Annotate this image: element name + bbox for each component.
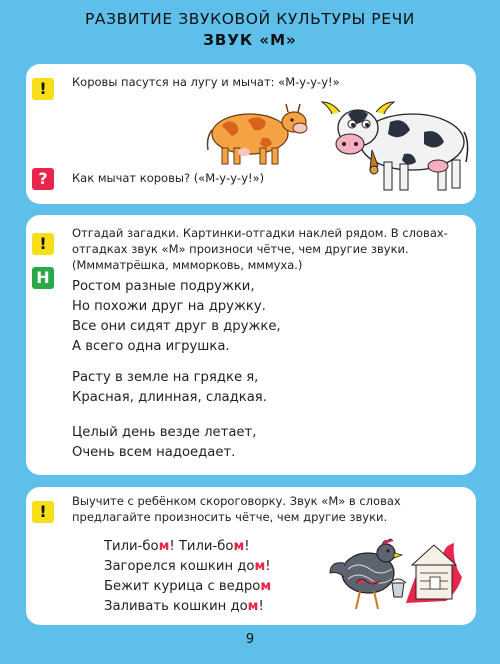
tongue-twister-card xyxy=(26,487,476,625)
riddle-line: Ростом разные подружки, xyxy=(72,279,255,294)
riddle-2 xyxy=(72,368,267,408)
exclamation-badge-icon: ! xyxy=(32,233,54,255)
riddle-line: Красная, длинная, сладкая. xyxy=(72,390,267,405)
riddle-line: А всего одна игрушка. xyxy=(72,339,230,354)
twister-text: Загорелся кошкин до xyxy=(104,559,255,574)
twister-text: ! xyxy=(244,539,250,554)
twister-text: ! xyxy=(265,559,271,574)
highlight-m: м xyxy=(254,559,266,574)
highlight-m: м xyxy=(233,539,245,554)
cow-spotted-icon xyxy=(320,92,470,200)
riddle-1 xyxy=(72,277,281,357)
riddle-3 xyxy=(72,423,256,463)
page-number: 9 xyxy=(245,632,255,647)
page-title: РАЗВИТИЕ ЗВУКОВОЙ КУЛЬТУРЫ РЕЧИ xyxy=(84,10,416,28)
riddles-instruction: Отгадай загадки. Картинки-отгадки наклей рядом. В словах-отгадках звук «М» произноси чётче, чем другие звуки. (Мммматрёшка, ммморковь, мммуха.) xyxy=(72,226,448,272)
tongue-twister-instruction: Выучите с ребёнком скороговорку. Звук «М» в словах предлагайте произносить чётче, чем другие звуки. xyxy=(72,494,401,524)
page-header xyxy=(0,10,500,49)
twister-line xyxy=(104,577,271,597)
hen-fire-house-icon xyxy=(326,533,466,617)
twister-line xyxy=(104,537,271,557)
twister-text: Заливать кошкин до xyxy=(104,599,248,614)
highlight-m: м xyxy=(158,539,170,554)
twister-text: Тили-бо xyxy=(104,539,159,554)
tongue-twister xyxy=(104,537,271,617)
riddle-line: Но похожи друг на дружку. xyxy=(72,299,266,314)
twister-text: ! xyxy=(258,599,264,614)
twister-text: Бежит курица с ведро xyxy=(104,579,261,594)
riddle-line: Все они сидят друг в дружке, xyxy=(72,319,281,334)
highlight-m: м xyxy=(260,579,272,594)
cow-sound-card xyxy=(26,64,476,204)
exclamation-badge-icon: ! xyxy=(32,501,54,523)
sticker-badge-icon: Н xyxy=(32,267,54,289)
cow-orange-icon xyxy=(204,100,309,168)
cow-statement-text: Коровы пасутся на лугу и мычат: «М-у-у-у!» xyxy=(72,75,340,89)
question-badge-icon: ? xyxy=(32,168,54,190)
riddle-line: Целый день везде летает, xyxy=(72,425,257,440)
page-subtitle: ЗВУК «М» xyxy=(203,31,297,49)
twister-text: ! Тили-бо xyxy=(169,539,234,554)
twister-line xyxy=(104,597,271,617)
riddle-line: Очень всем надоедает. xyxy=(72,445,236,460)
riddles-card xyxy=(26,215,476,475)
highlight-m: м xyxy=(247,599,259,614)
exclamation-badge-icon: ! xyxy=(32,78,54,100)
riddle-line: Расту в земле на грядке я, xyxy=(72,370,259,385)
twister-line xyxy=(104,557,271,577)
cow-question-text: Как мычат коровы? («М-у-у-у!») xyxy=(72,171,265,185)
